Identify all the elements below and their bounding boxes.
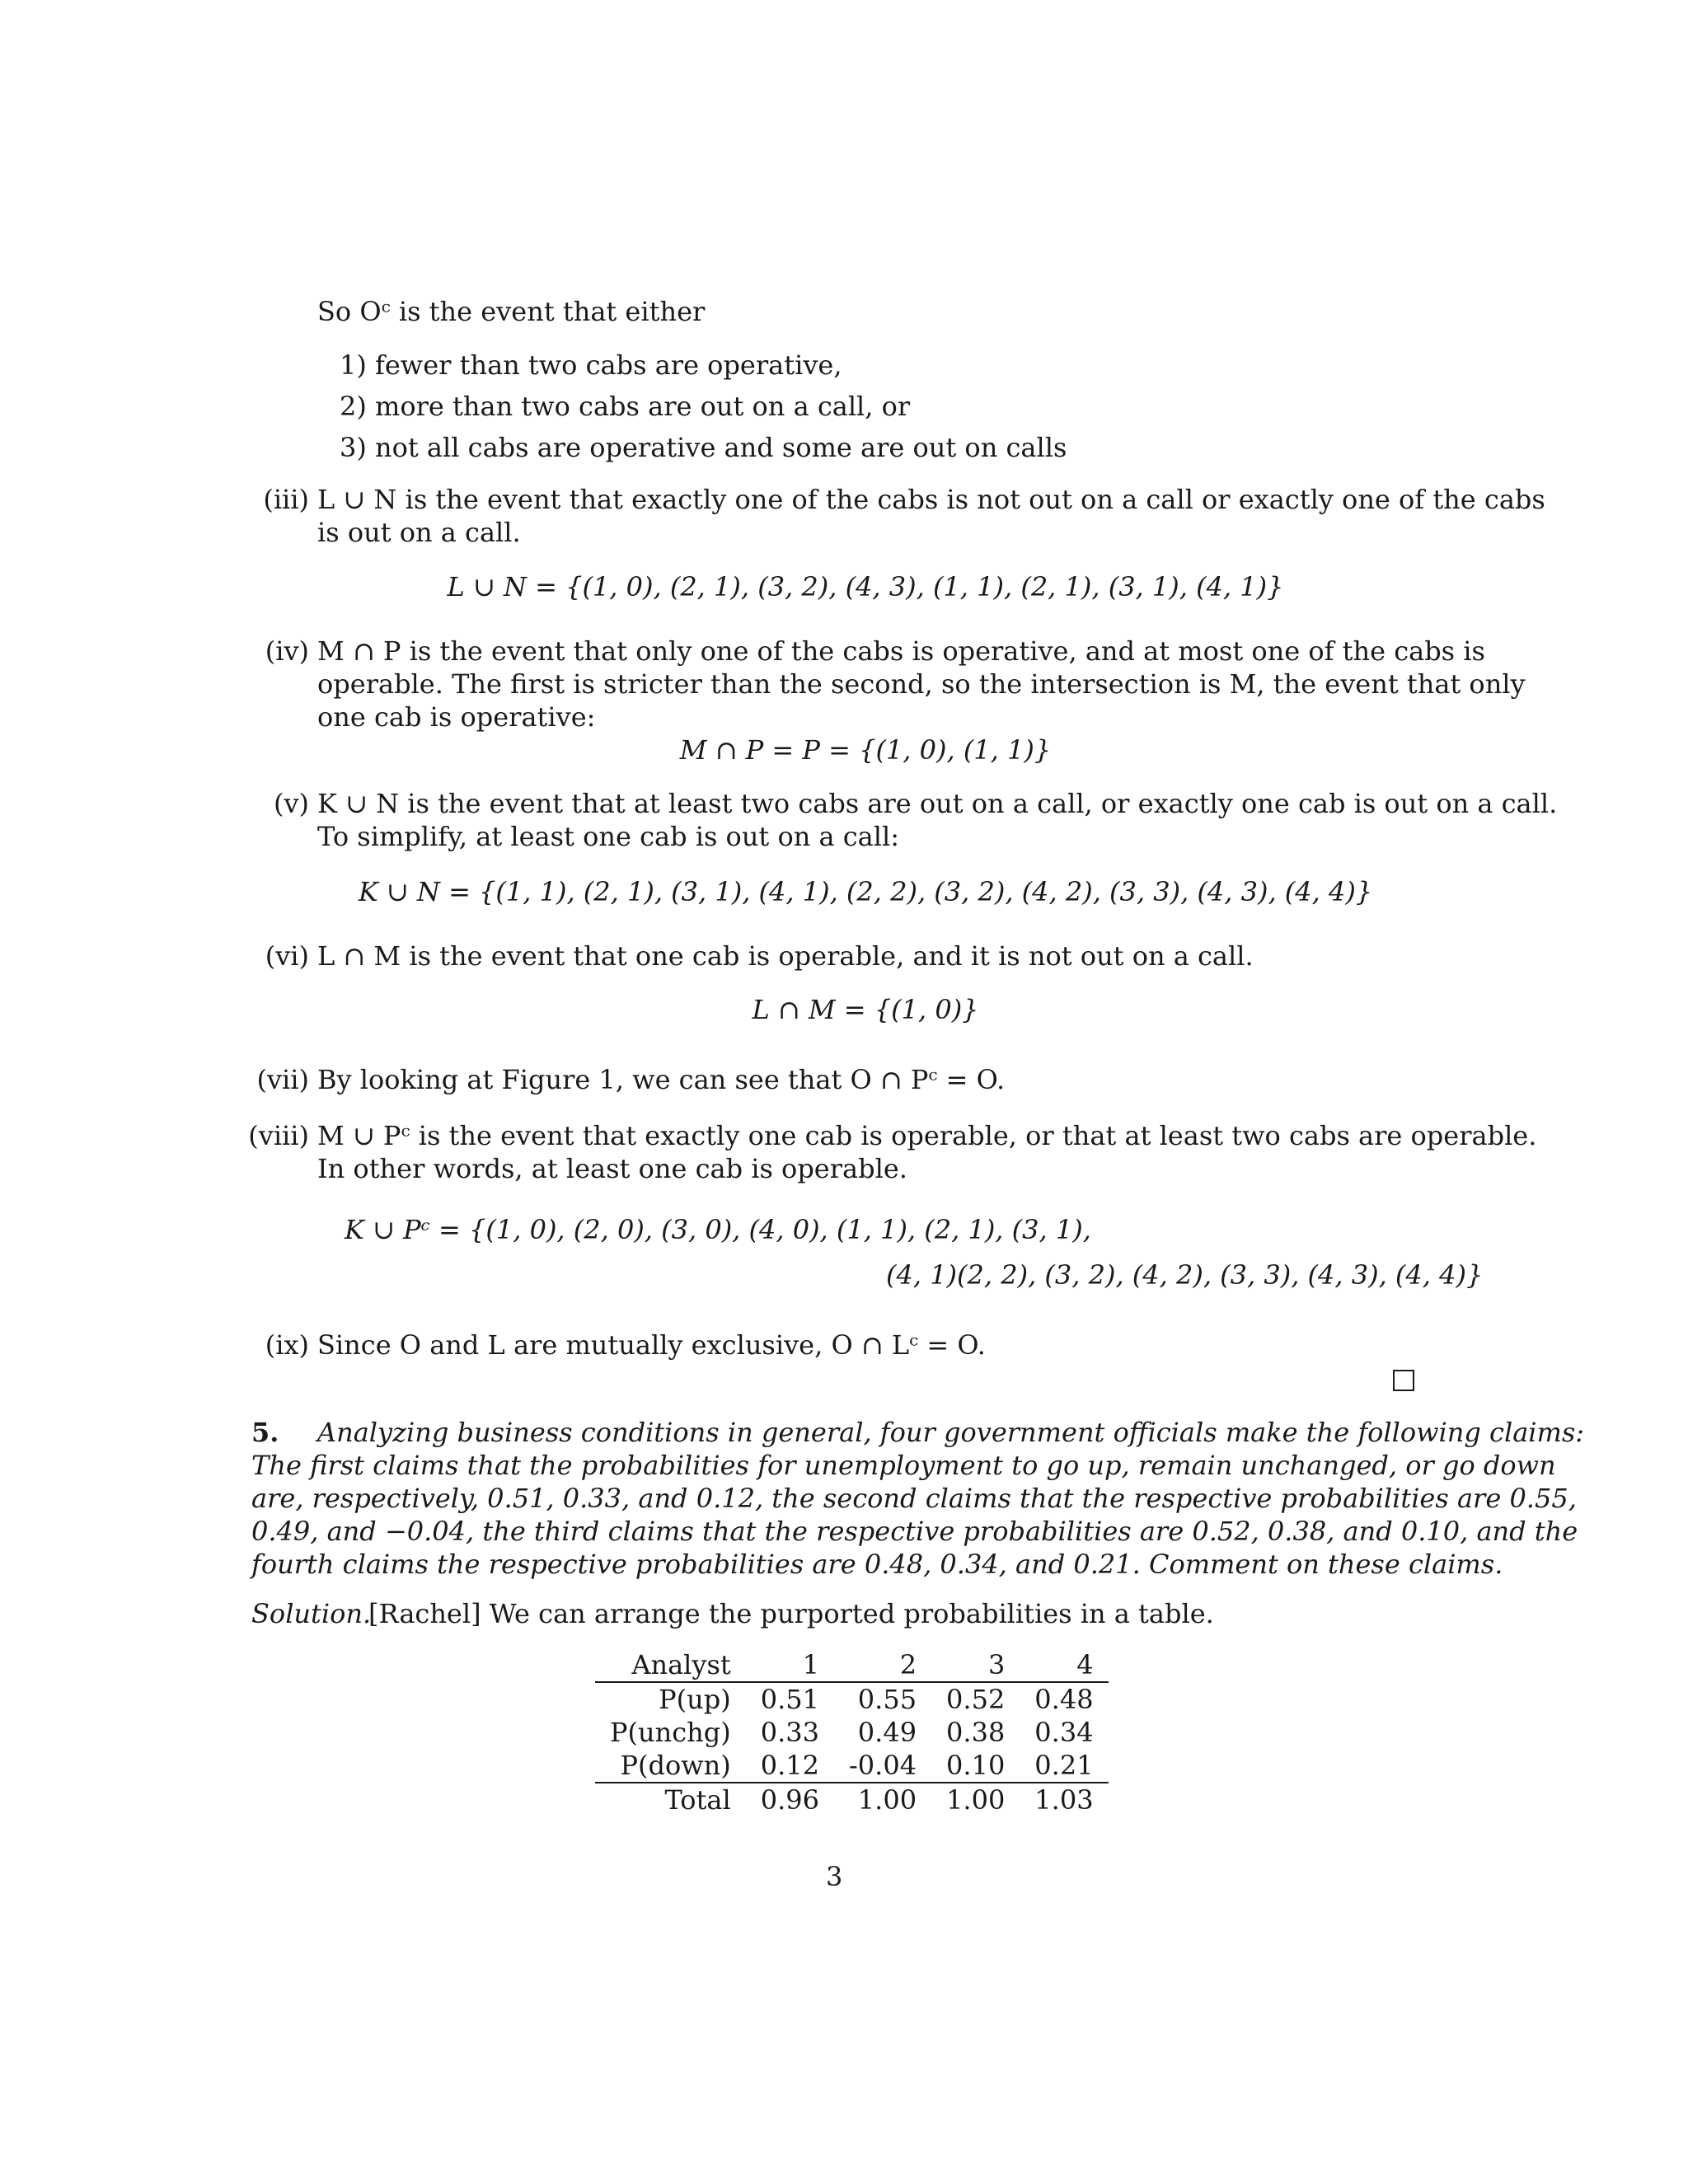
problem-line: fourth claims the respective probabilities are 0.48, 0.34, and 0.21. Comment on these claims. bbox=[251, 1549, 1503, 1580]
paragraph-line: operable. The first is stricter than the second, so the intersection is M, the event that only bbox=[317, 668, 1526, 700]
paragraph-line: L ∪ N is the event that exactly one of the cabs is not out on a call or exactly one of the cabs bbox=[317, 484, 1545, 515]
table-cell: 0.52 bbox=[946, 1684, 1006, 1715]
table-row bbox=[595, 1682, 1109, 1716]
equation: (4, 1)(2, 2), (3, 2), (4, 2), (3, 3), (4, 3), (4, 4)} bbox=[886, 1259, 1484, 1291]
page-number: 3 bbox=[826, 1861, 843, 1892]
equation: K ∪ Pᶜ = {(1, 0), (2, 0), (3, 0), (4, 0), (1, 1), (2, 1), (3, 1), bbox=[345, 1214, 1091, 1245]
table-header-row bbox=[595, 1648, 1109, 1682]
table-header-cell: 1 bbox=[746, 1648, 834, 1682]
table-cell: 0.51 bbox=[760, 1684, 819, 1715]
table-header-cell: 4 bbox=[1020, 1648, 1108, 1682]
table-total-row bbox=[595, 1783, 1109, 1816]
item-label-iii: (iii) bbox=[263, 484, 309, 515]
table-cell: 0.96 bbox=[746, 1783, 834, 1816]
table-cell: 0.12 bbox=[760, 1750, 819, 1781]
solution-label: Solution. bbox=[251, 1598, 372, 1629]
item-label-iv: (iv) bbox=[265, 635, 309, 667]
table-cell: P(unchg) bbox=[610, 1717, 731, 1748]
equation: L ∩ M = {(1, 0)} bbox=[752, 994, 979, 1025]
item-label-vii: (vii) bbox=[256, 1064, 309, 1095]
problem-line: 0.49, and −0.04, the third claims that the respective probabilities are 0.52, 0.38, and 0.10, and the bbox=[251, 1516, 1578, 1547]
table-cell: 0.21 bbox=[1034, 1750, 1094, 1781]
table-row bbox=[595, 1749, 1109, 1783]
equation: K ∪ N = {(1, 1), (2, 1), (3, 1), (4, 1), (2, 2), (3, 2), (4, 2), (3, 3), (4, 3), (4, 4)} bbox=[358, 876, 1373, 907]
probability-table bbox=[595, 1648, 1109, 1816]
paragraph-line: To simplify, at least one cab is out on a call: bbox=[317, 821, 899, 852]
item-label-v: (v) bbox=[273, 788, 309, 819]
table-cell: P(up) bbox=[659, 1684, 731, 1715]
table-cell: P(down) bbox=[620, 1750, 731, 1781]
table-header-cell: 2 bbox=[834, 1648, 931, 1682]
table-cell: 1.03 bbox=[1020, 1783, 1108, 1816]
table-cell: 0.33 bbox=[760, 1717, 819, 1748]
table-header-cell: Analyst bbox=[595, 1648, 746, 1682]
paragraph-line: is out on a call. bbox=[317, 517, 521, 548]
item-label-viii: (viii) bbox=[248, 1120, 309, 1151]
paragraph-line: K ∪ N is the event that at least two cabs are out on a call, or exactly one cab is out on a call. bbox=[317, 788, 1558, 819]
problem-line: The first claims that the probabilities for unemployment to go up, remain unchanged, or go down bbox=[251, 1450, 1556, 1481]
table-row bbox=[595, 1716, 1109, 1749]
paragraph-line: Since O and L are mutually exclusive, O ∩ Lᶜ = O. bbox=[317, 1329, 986, 1361]
list-item: 1) fewer than two cabs are operative, bbox=[340, 349, 842, 381]
table-cell: 1.00 bbox=[834, 1783, 931, 1816]
paragraph-line: By looking at Figure 1, we can see that O ∩ Pᶜ = O. bbox=[317, 1064, 1006, 1095]
intro-line: So Oᶜ is the event that either bbox=[317, 296, 706, 327]
list-item: 3) not all cabs are operative and some are out on calls bbox=[340, 432, 1067, 463]
paragraph-line: one cab is operative: bbox=[317, 701, 596, 733]
paragraph-line: L ∩ M is the event that one cab is operable, and it is not out on a call. bbox=[317, 940, 1254, 972]
item-label-ix: (ix) bbox=[265, 1329, 309, 1361]
table-cell: 0.48 bbox=[1034, 1684, 1094, 1715]
qed-box-icon bbox=[1393, 1370, 1414, 1391]
table-cell: 0.38 bbox=[946, 1717, 1006, 1748]
table-cell: 0.34 bbox=[1034, 1717, 1094, 1748]
paragraph-line: In other words, at least one cab is operable. bbox=[317, 1153, 907, 1184]
list-item: 2) more than two cabs are out on a call, or bbox=[340, 391, 911, 422]
problem-line: Analyzing business conditions in general, four government officials make the following claims: bbox=[317, 1417, 1585, 1448]
problem-number: 5. bbox=[251, 1417, 279, 1448]
table-cell: 0.49 bbox=[857, 1717, 917, 1748]
paragraph-line: M ∩ P is the event that only one of the cabs is operative, and at most one of the cabs is bbox=[317, 635, 1485, 667]
table-cell: 0.10 bbox=[946, 1750, 1006, 1781]
equation: L ∪ N = {(1, 0), (2, 1), (3, 2), (4, 3), (1, 1), (2, 1), (3, 1), (4, 1)} bbox=[447, 571, 1284, 602]
problem-line: are, respectively, 0.51, 0.33, and 0.12, the second claims that the respective probabilities are 0.55, bbox=[251, 1483, 1577, 1514]
paragraph-line: M ∪ Pᶜ is the event that exactly one cab is operable, or that at least two cabs are operable. bbox=[317, 1120, 1537, 1151]
equation: M ∩ P = P = {(1, 0), (1, 1)} bbox=[679, 734, 1052, 766]
table-header-cell: 3 bbox=[931, 1648, 1020, 1682]
item-label-vi: (vi) bbox=[265, 940, 309, 972]
table-cell: 0.55 bbox=[857, 1684, 917, 1715]
table-cell: -0.04 bbox=[848, 1750, 917, 1781]
table-cell: 1.00 bbox=[931, 1783, 1020, 1816]
solution-text: [Rachel] We can arrange the purported probabilities in a table. bbox=[368, 1598, 1214, 1629]
table-cell: Total bbox=[595, 1783, 746, 1816]
